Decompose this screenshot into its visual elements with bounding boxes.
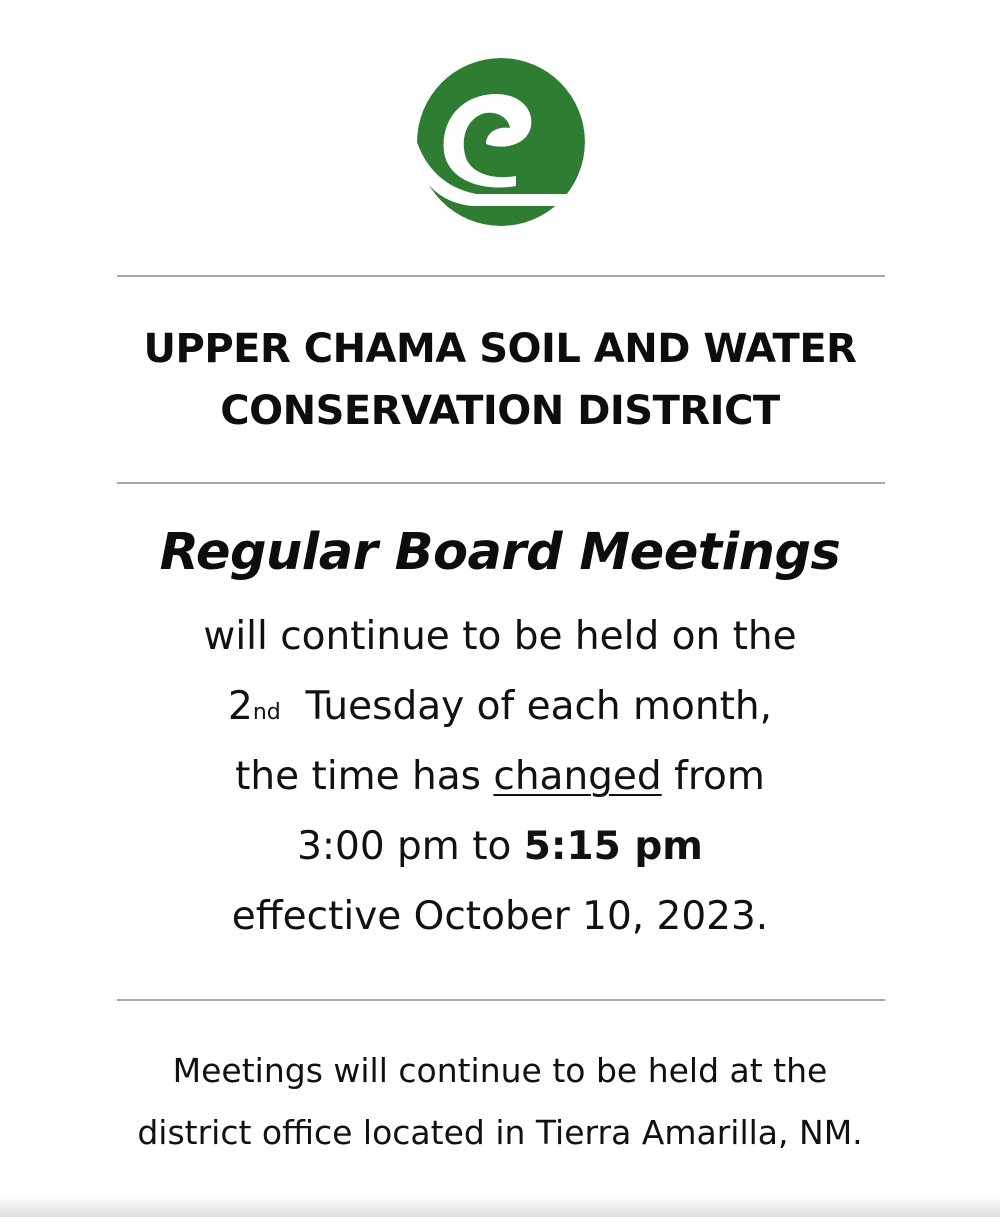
meeting-heading: Regular Board Meetings: [159, 523, 841, 582]
divider-middle: [117, 482, 885, 484]
page-bottom-edge: [0, 1197, 1000, 1217]
divider-top: [117, 275, 885, 277]
details-line-4: [100, 812, 900, 882]
organization-name: [100, 318, 900, 442]
organization-name-line-2: CONSERVATION DISTRICT: [220, 388, 780, 434]
details-line-3: [100, 742, 900, 812]
details-line-3-before: the time has: [235, 754, 481, 799]
conservation-district-logo-icon: [416, 56, 586, 228]
changed-word: changed: [493, 754, 662, 799]
divider-bottom: [117, 999, 885, 1001]
ordinal-suffix: nd: [252, 700, 281, 725]
details-line-3-after: from: [674, 754, 765, 799]
ordinal-number: 2: [227, 684, 253, 729]
location-line-2: district office located in Tierra Amarilla, NM.: [137, 1113, 863, 1152]
details-line-1: will continue to be held on the: [203, 614, 797, 659]
meeting-details: [100, 602, 900, 952]
organization-name-line-1: UPPER CHAMA SOIL AND WATER: [143, 326, 857, 372]
old-time: 3:00 pm to: [297, 824, 512, 869]
location-line-1: Meetings will continue to be held at the: [172, 1051, 828, 1090]
details-line-2: [100, 672, 900, 742]
new-time: 5:15 pm: [523, 824, 703, 869]
meeting-location: [90, 1040, 910, 1164]
effective-date: effective October 10, 2023.: [231, 894, 769, 939]
details-line-2-rest: Tuesday of each month,: [305, 684, 773, 729]
